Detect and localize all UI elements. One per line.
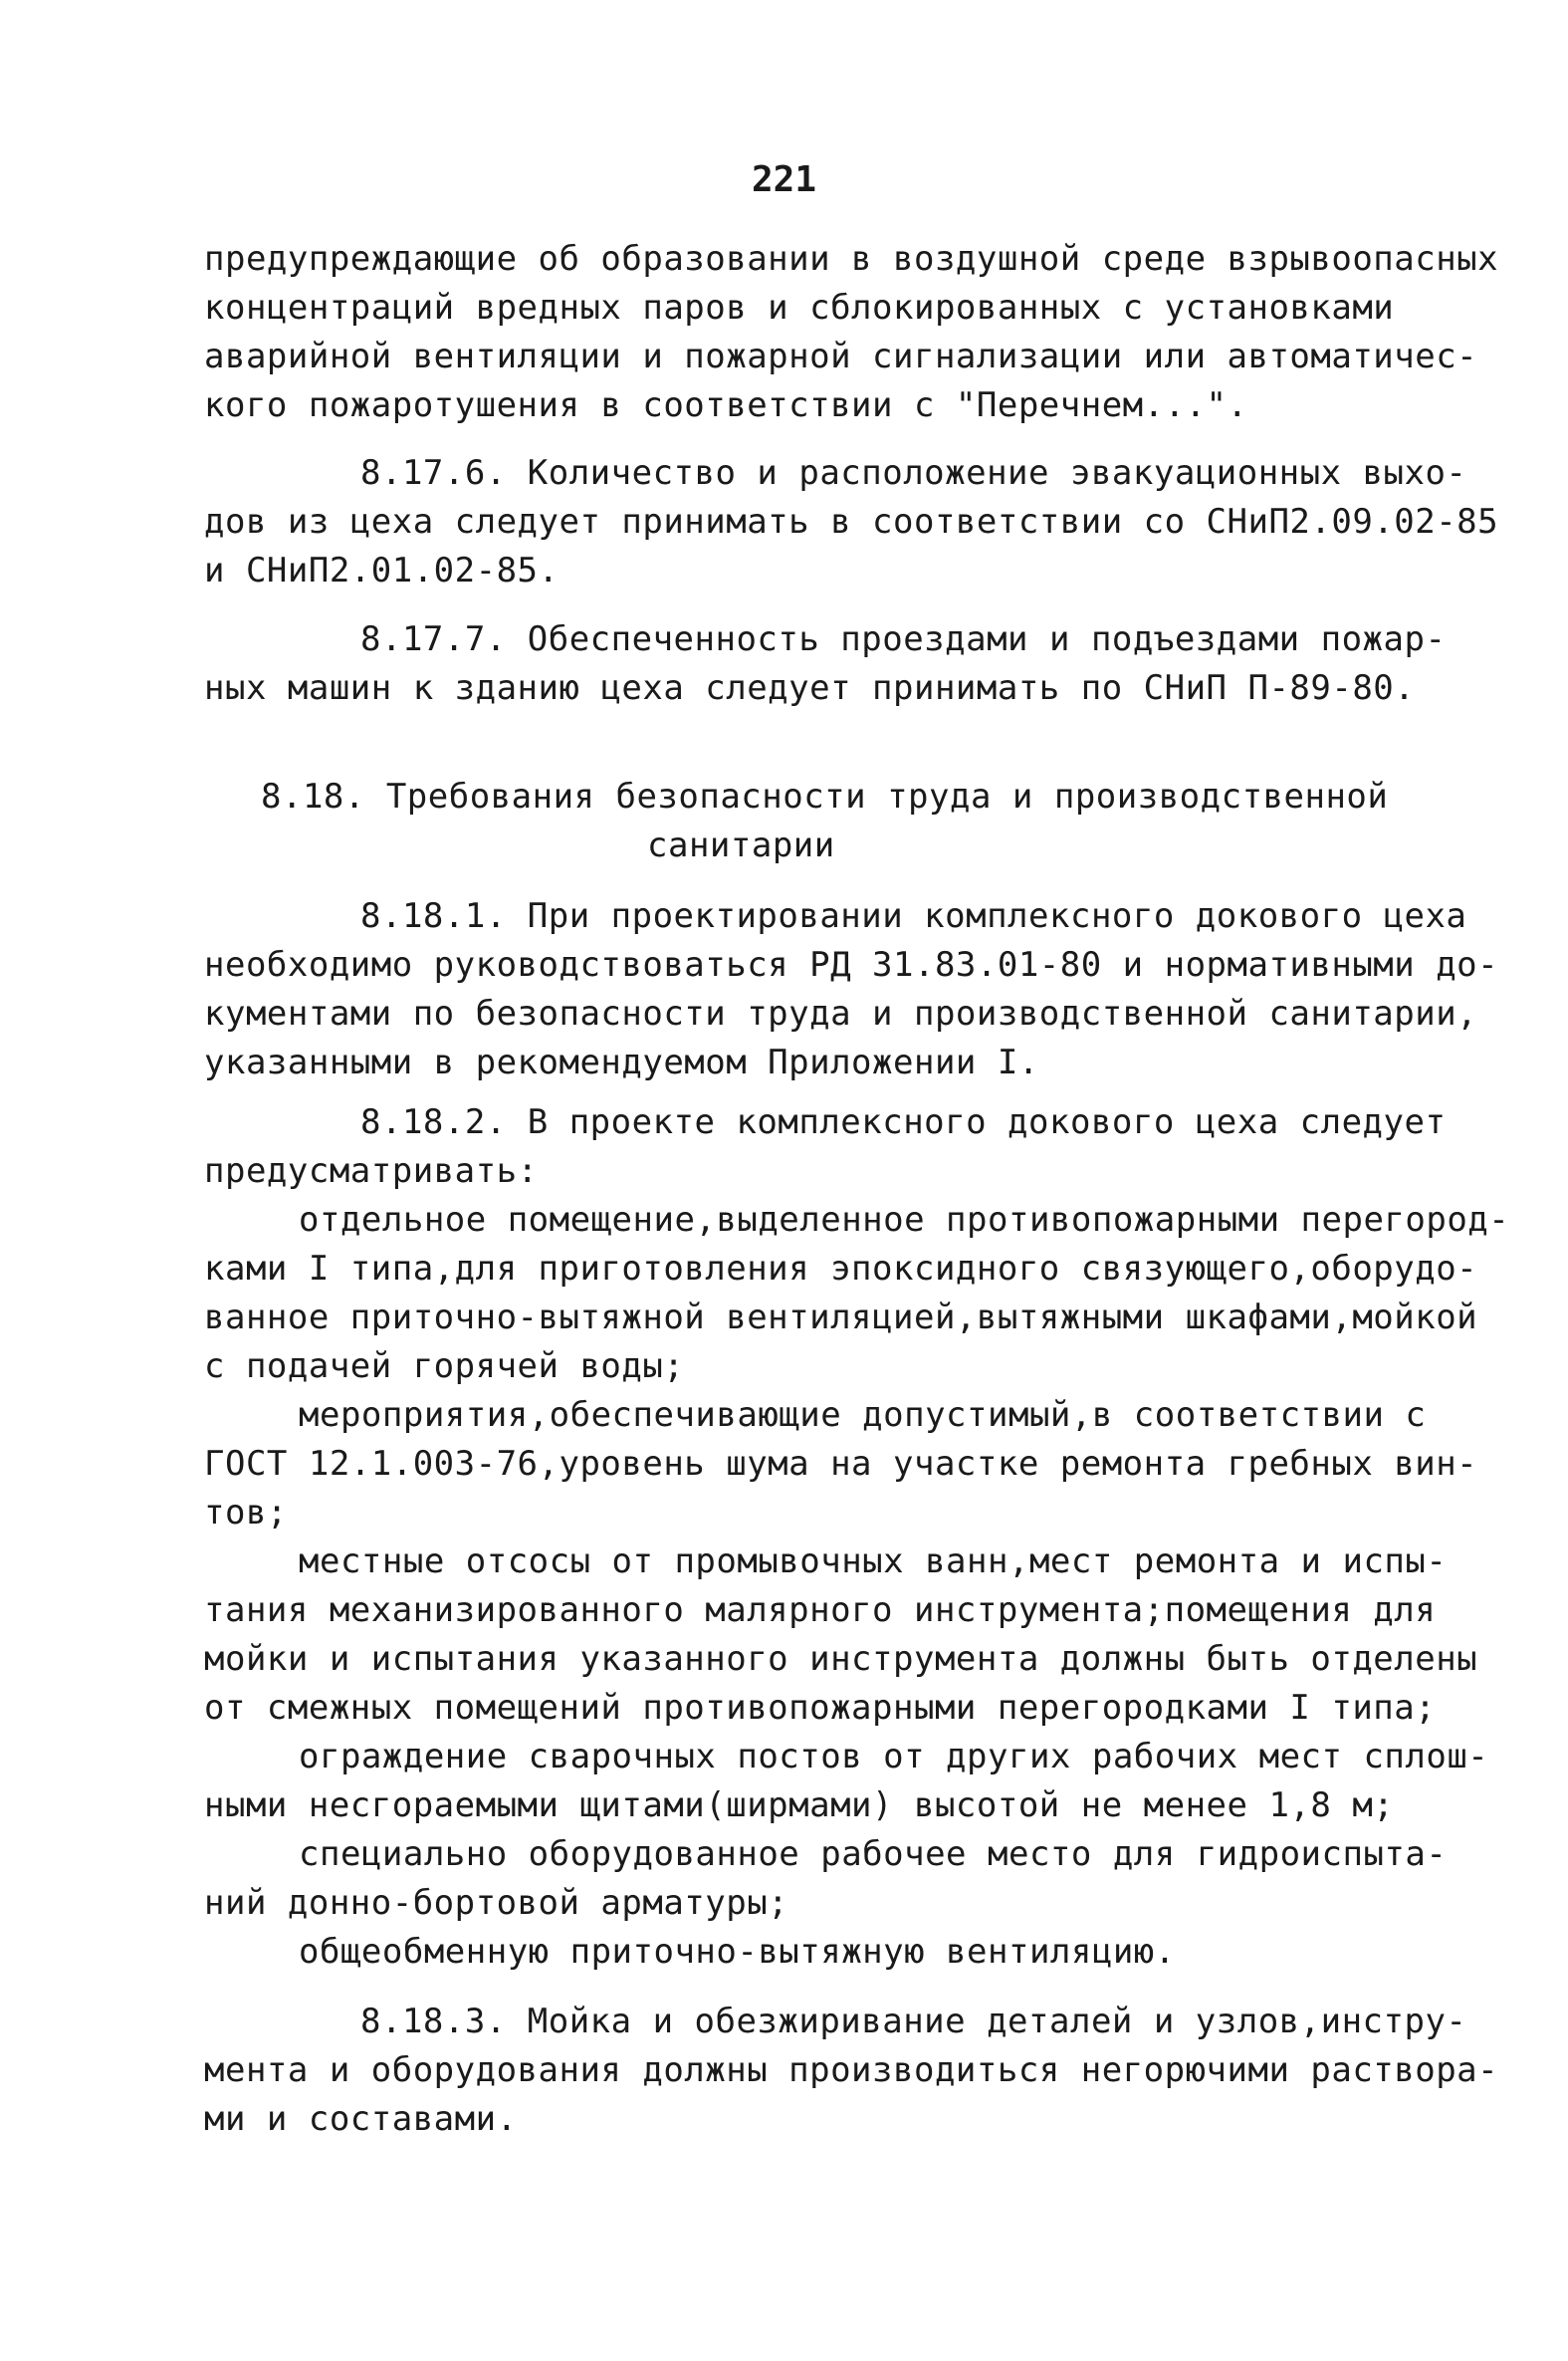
text-line: 8.17.7. Обеспеченность проездами и подъездами пожар- [360, 619, 1447, 659]
text-line: концентраций вредных паров и сблокированных с установками [204, 288, 1395, 328]
text-line: 8.18.2. В проекте комплексного докового цеха следует [360, 1102, 1447, 1142]
text-line: тов; [204, 1493, 288, 1533]
text-line: ограждение сварочных постов от других рабочих мест сплош- [299, 1737, 1489, 1776]
text-line: ГОСТ 12.1.003-76,уровень шума на участке ремонта гребных вин- [204, 1444, 1478, 1484]
text-line: ми и составами. [204, 2099, 518, 2139]
text-line: тания механизированного малярного инструмента;помещения для [204, 1590, 1437, 1630]
text-line: ками I типа,для приготовления эпоксидного связующего,оборудо- [204, 1249, 1478, 1289]
text-line: мероприятия,обеспечивающие допустимый,в соответствии с [299, 1395, 1427, 1435]
text-line: специально оборудованное рабочее место для гидроиспыта- [299, 1834, 1448, 1874]
text-line: ванное приточно-вытяжной вентиляцией,вытяжными шкафами,мойкой [204, 1298, 1478, 1337]
text-line: ных машин к зданию цеха следует принимать по СНиП П-89-80. [204, 668, 1416, 708]
text-line: кого пожаротушения в соответствии с "Перечнем...". [204, 385, 1248, 425]
text-line: ными несгораемыми щитами(ширмами) высотой не менее 1,8 м; [204, 1785, 1395, 1825]
text-line: ний донно-бортовой арматуры; [204, 1883, 789, 1923]
text-line: от смежных помещений противопожарными перегородками I типа; [204, 1688, 1437, 1728]
text-line: необходимо руководствоваться РД 31.83.01-80 и нормативными до- [204, 945, 1499, 985]
text-line: с подачей горячей воды; [204, 1346, 685, 1386]
text-line: дов из цеха следует принимать в соответствии со СНиП2.09.02-85 [204, 502, 1499, 542]
text-line: отдельное помещение,выделенное противопожарными перегород- [299, 1200, 1510, 1240]
text-line: 8.18.3. Мойка и обезжиривание деталей и узлов,инстру- [360, 2002, 1467, 2041]
text-line: мойки и испытания указанного инструмента должны быть отделены [204, 1639, 1478, 1679]
text-line: и СНиП2.01.02-85. [204, 551, 560, 590]
section-heading: 8.18. Требования безопасности труда и производственной [261, 777, 1389, 817]
page-number: 221 [751, 159, 817, 200]
text-line: указанными в рекомендуемом Приложении I. [204, 1043, 1039, 1082]
text-line: местные отсосы от промывочных ванн,мест ремонта и испы- [299, 1541, 1448, 1581]
text-line: предупреждающие об образовании в воздушной среде взрывоопасных [204, 239, 1499, 279]
text-line: предусматривать: [204, 1151, 539, 1191]
text-line: мента и оборудования должны производиться негорючими раствора- [204, 2050, 1499, 2090]
text-line: кументами по безопасности труда и производственной санитарии, [204, 994, 1478, 1034]
text-line: общеобменную приточно-вытяжную вентиляцию. [299, 1932, 1176, 1972]
text-line: 8.18.1. При проектировании комплексного докового цеха [360, 896, 1467, 936]
text-line: аварийной вентиляции и пожарной сигнализации или автоматичес- [204, 337, 1478, 376]
section-heading: санитарии [647, 826, 835, 865]
text-line: 8.17.6. Количество и расположение эвакуационных выхо- [360, 453, 1467, 493]
